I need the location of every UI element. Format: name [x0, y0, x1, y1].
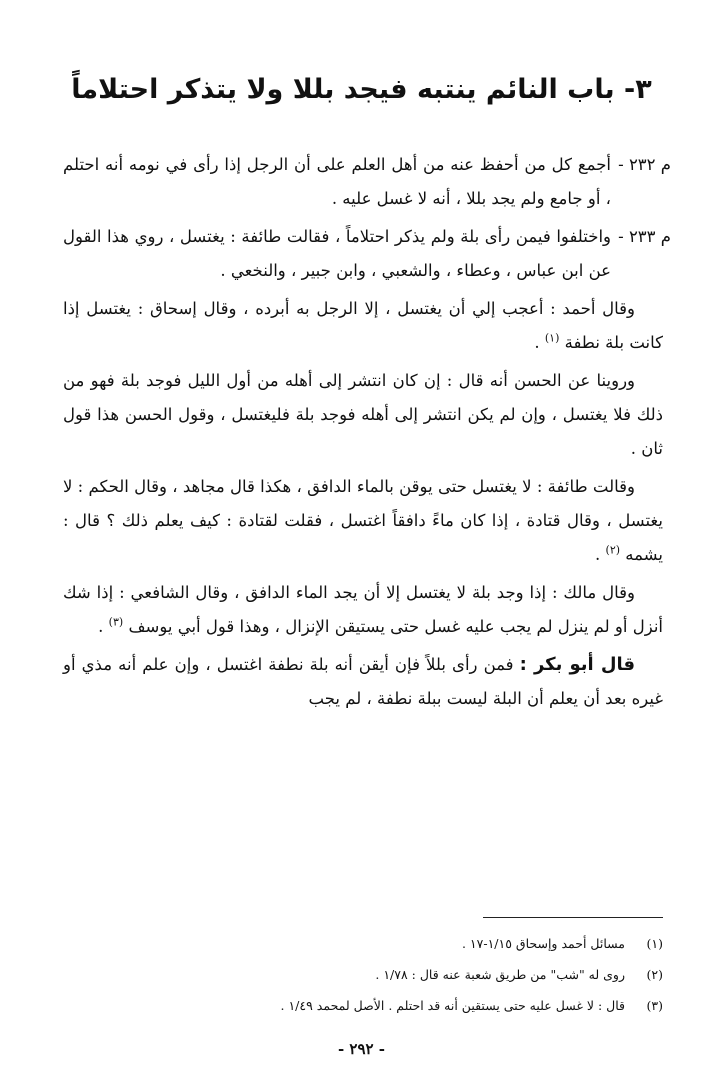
footnotes [63, 928, 663, 1021]
paragraph-text: أجمع كل من أحفظ عنه من أهل العلم على أن الرجل إذا رأى في نومه أنه احتلم ، أو جامع ولم يجد بللا ، أنه لا غسل عليه . [63, 155, 611, 208]
paragraph-abu-bakr [63, 648, 663, 716]
footnote-text: مسائل أحمد وإسحاق ١/١٥-١٧ . [461, 936, 626, 951]
footnote-2 [63, 959, 663, 990]
paragraph-end: . [534, 333, 540, 352]
footnote-text: روى له "شب" من طريق شعبة عنه قال : ١/٧٨ . [375, 967, 626, 982]
paragraph-text: وقال مالك : إذا وجد بلة لا يغتسل إلا أن يجد الماء الدافق ، وقال الشافعي : إذا شك أنزل أو لم ينزل لم يجب عليه غسل حتى يستيقن الإنزال ، وهذا قول أبي يوسف [63, 583, 663, 636]
paragraph-233 [63, 220, 671, 288]
page-number: - ٢٩٢ - [337, 1040, 386, 1058]
footnote-reference[interactable]: (٣) [108, 615, 124, 629]
paragraph-end: . [98, 617, 104, 636]
footnote-number: (٣) [646, 998, 663, 1013]
speaker-label: قال أبو بكر : [519, 654, 635, 675]
paragraph-number: م ٢٣٣ - [618, 227, 671, 246]
chapter-title: ٣- باب النائم ينتبه فيجد بللا ولا يتذكر احتلاماً [71, 74, 652, 105]
paragraph-text: واختلفوا فيمن رأى بلة ولم يذكر احتلاماً ، فقالت طائفة : يغتسل ، روي هذا القول عن ابن عباس ، وعطاء ، والشعبي ، وابن جبير ، والنخعي . [63, 227, 611, 280]
paragraph-text: وقال أحمد : أعجب إلي أن يغتسل ، إلا الرجل به أبرده ، وقال إسحاق : يغتسل إذا كانت بلة نطفة [63, 299, 663, 352]
main-text [63, 148, 671, 720]
paragraph-text: فمن رأى بللاً فإن أيقن أنه بلة نطفة اغتسل ، وإن علم أنه مذي أو غيره بعد أن يعلم أن البلة ليست ببلة نطفة ، لم يجب [63, 655, 663, 708]
footnote-1 [63, 928, 663, 959]
footnote-number: (٢) [646, 967, 663, 982]
paragraph-hasan [63, 364, 663, 466]
paragraph-malik [63, 576, 663, 644]
footnote-number: (١) [646, 936, 663, 951]
paragraph-ahmad [63, 292, 663, 360]
footnote-reference[interactable]: (٢) [605, 543, 621, 557]
paragraph-text: وروينا عن الحسن أنه قال : إن كان انتشر إلى أهله من أول الليل فوجد بلة فهو من ذلك فلا يغتسل ، وإن لم يكن انتشر إلى أهله فوجد بلة فليغتسل ، وقول الحسن هذا قول ثان . [63, 371, 663, 458]
footnote-reference[interactable]: (١) [544, 331, 560, 345]
paragraph-end: . [595, 545, 601, 564]
paragraph-number: م ٢٣٢ - [618, 155, 671, 174]
footnote-divider [483, 917, 663, 918]
paragraph-taifa [63, 470, 663, 572]
paragraph-text: وقالت طائفة : لا يغتسل حتى يوقن بالماء الدافق ، هكذا قال مجاهد ، وقال الحكم : لا يغتسل ، وقال قتادة ، إذا كان ماءً دافقاً اغتسل ، فقلت لقتادة : كيف يعلم ذلك ؟ قال : يشمه [63, 477, 663, 564]
paragraph-232 [63, 148, 671, 216]
footnote-3 [63, 990, 663, 1021]
footnote-text: قال : لا غسل عليه حتى يستقين أنه قد احتلم . الأصل لمحمد ١/٤٩ . [280, 998, 626, 1013]
